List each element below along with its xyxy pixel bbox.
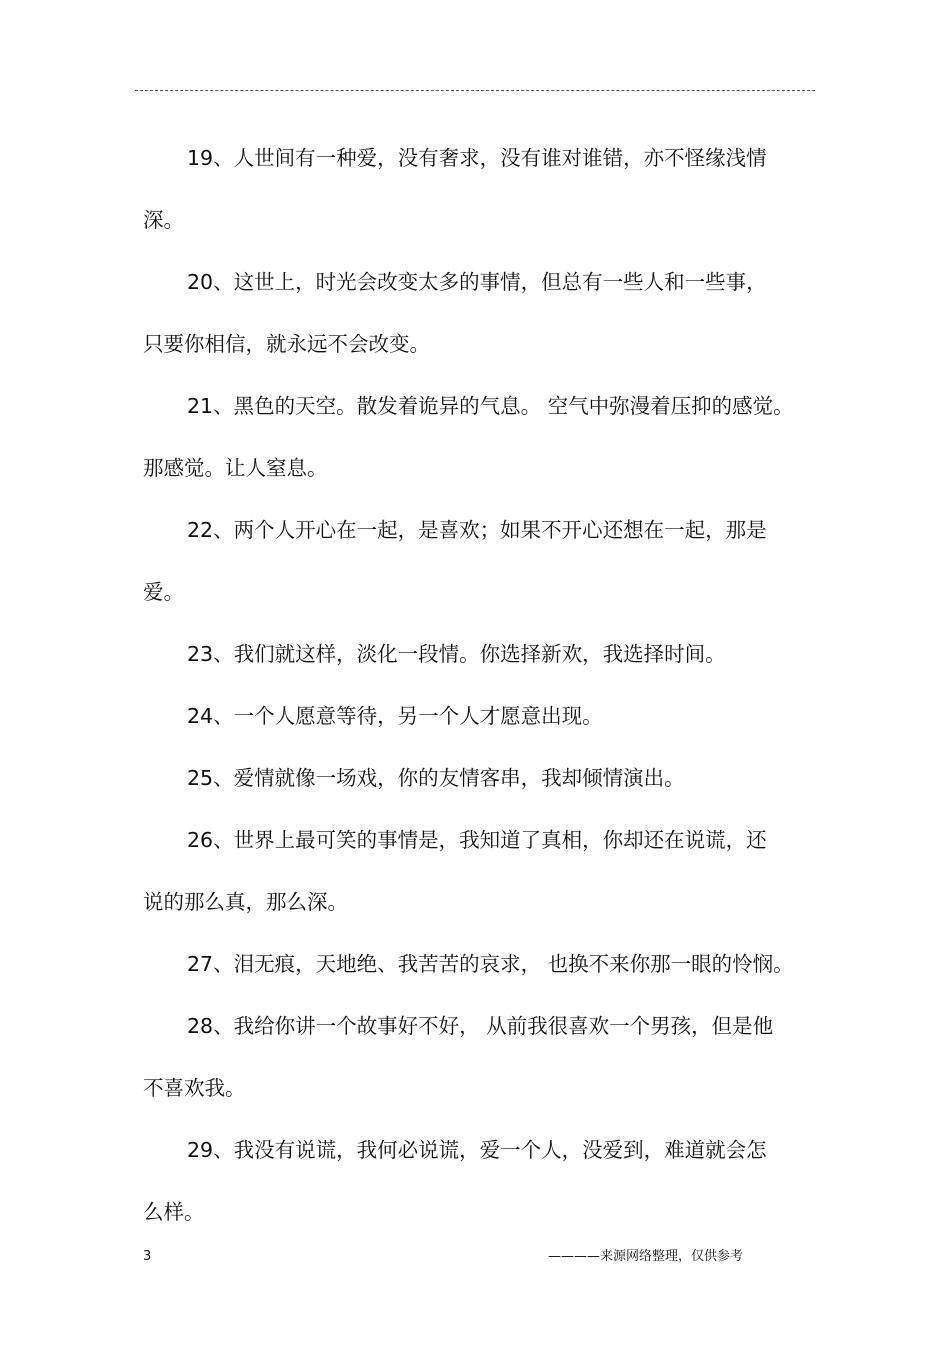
paragraph-line: 23、我们就这样，淡化一段情。你选择新欢，我选择时间。 xyxy=(187,642,726,666)
document-body xyxy=(143,127,808,1243)
paragraph-line: 22、两个人开心在一起，是喜欢；如果不开心还想在一起，那是 xyxy=(187,518,767,542)
paragraph-line: 25、爱情就像一场戏，你的友情客串，我却倾情演出。 xyxy=(187,766,685,790)
page-number: 3 xyxy=(143,1249,152,1264)
paragraph-line: 29、我没有说谎，我何必说谎，爱一个人，没爱到，难道就会怎 xyxy=(187,1138,767,1162)
footer-note: ————来源网络整理，仅供参考 xyxy=(548,1249,744,1264)
paragraph-line: 么样。 xyxy=(143,1200,205,1224)
paragraph-line: 不喜欢我。 xyxy=(143,1076,246,1100)
paragraph-line: 27、泪无痕，天地绝、我苦苦的哀求， 也换不来你那一眼的怜悯。 xyxy=(187,952,794,976)
paragraph-line: 20、这世上，时光会改变太多的事情，但总有一些人和一些事， xyxy=(187,270,767,294)
paragraph-line: 21、黑色的天空。散发着诡异的气息。 空气中弥漫着压抑的感觉。 xyxy=(187,394,794,418)
paragraph-line: 只要你相信，就永远不会改变。 xyxy=(143,332,430,356)
paragraph-line: 那感觉。让人窒息。 xyxy=(143,456,328,480)
paragraph-line: 爱。 xyxy=(143,580,184,604)
paragraph-line: 28、我给你讲一个故事好不好， 从前我很喜欢一个男孩，但是他 xyxy=(187,1014,774,1038)
paragraph-line: 深。 xyxy=(143,208,184,232)
header-dashed-rule xyxy=(135,90,815,91)
paragraph-line: 24、一个人愿意等待，另一个人才愿意出现。 xyxy=(187,704,603,728)
paragraph-line: 19、人世间有一种爱，没有奢求，没有谁对谁错，亦不怪缘浅情 xyxy=(187,146,767,170)
paragraph-line: 说的那么真，那么深。 xyxy=(143,890,348,914)
paragraph-line: 26、世界上最可笑的事情是，我知道了真相，你却还在说谎，还 xyxy=(187,828,767,852)
